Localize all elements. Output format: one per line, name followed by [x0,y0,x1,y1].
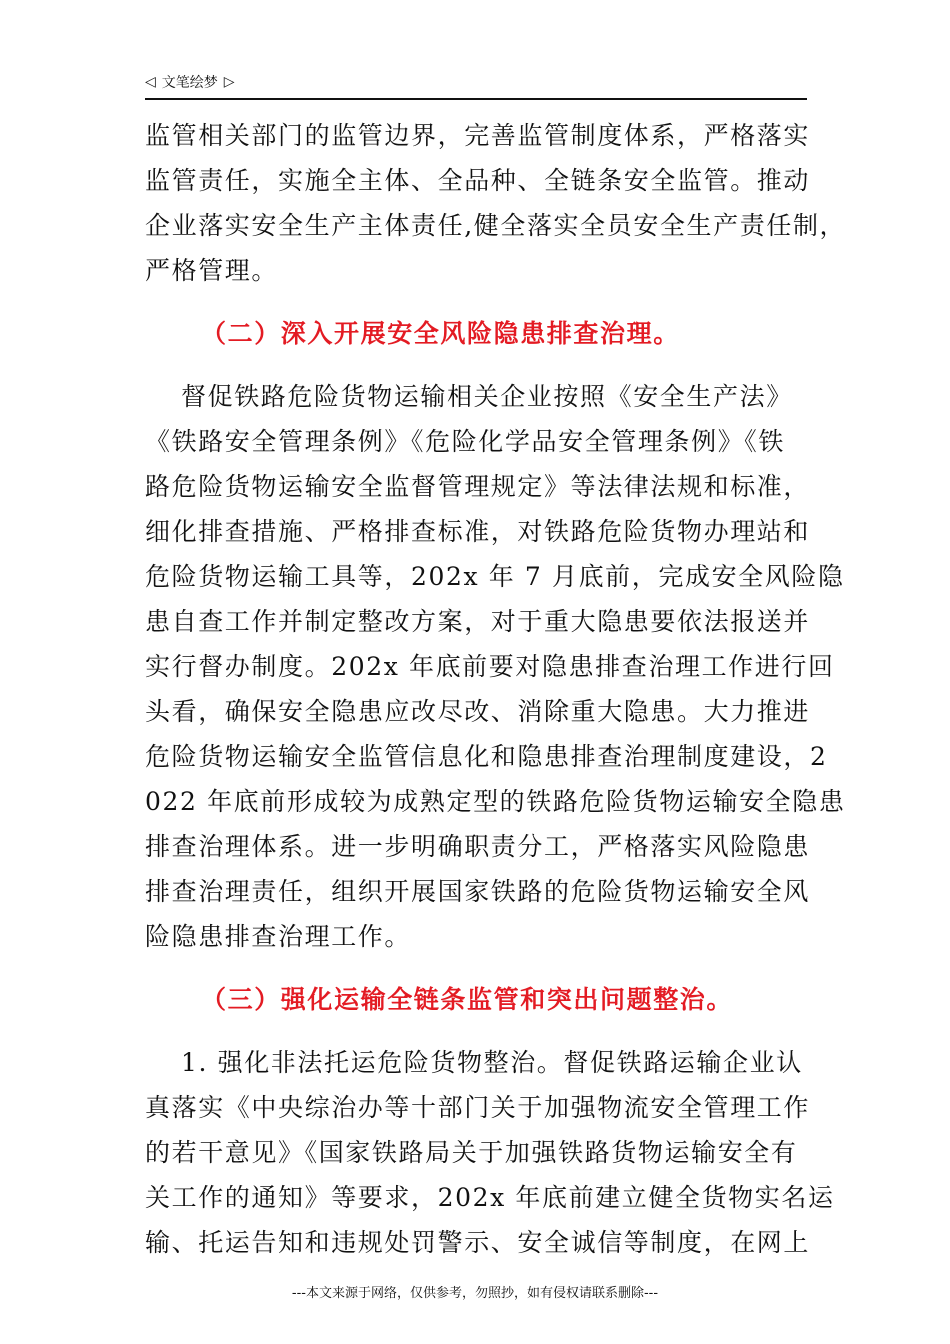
paragraph-line: 危险货物运输安全监管信息化和隐患排查治理制度建设，2 [145,742,828,771]
paragraph-line: 022 年底前形成较为成熟定型的铁路危险货物运输安全隐患 [145,787,846,816]
section-heading-2: （二）深入开展安全风险隐患排查治理。 [201,319,680,348]
paragraph-line: 督促铁路危险货物运输相关企业按照《安全生产法》 [181,382,793,411]
paragraph-line: 细化排查措施、严格排查标准，对铁路危险货物办理站和 [145,517,811,546]
paragraph-line: 真落实《中央综治办等十部门关于加强物流安全管理工作 [145,1093,811,1122]
document-body [145,113,847,1265]
paragraph-line: 监管责任，实施全主体、全品种、全链条安全监管。推动 [145,166,811,195]
paragraph-line: 排查治理责任，组织开展国家铁路的危险货物运输安全风 [145,877,811,906]
paragraph-line: 实行督办制度。202x 年底前要对隐患排查治理工作进行回 [145,652,835,681]
brand-label [145,72,235,92]
paragraph-line: 1. 强化非法托运危险货物整治。督促铁路运输企业认 [181,1048,803,1077]
brand-text: 文笔绘梦 [161,75,218,91]
paragraph-line: 监管相关部门的监管边界，完善监管制度体系，严格落实 [145,121,811,150]
page-header [145,72,807,100]
paragraph-line: 险隐患排查治理工作。 [145,922,412,951]
section-heading-3: （三）强化运输全链条监管和突出问题整治。 [201,985,734,1014]
paragraph-line: 危险货物运输工具等，202x 年 7 月底前，完成安全风险隐 [145,562,845,591]
paragraph-line: 头看，确保安全隐患应改尽改、消除重大隐患。大力推进 [145,697,811,726]
paragraph-line: 企业落实安全生产主体责任,健全落实全员安全生产责任制， [145,211,847,240]
paragraph-line: 的若干意见》《国家铁路局关于加强铁路货物运输安全有 [145,1138,798,1167]
paragraph-line: 输、托运告知和违规处罚警示、安全诚信等制度，在网上 [145,1228,811,1257]
paragraph-line: 关工作的通知》等要求，202x 年底前建立健全货物实名运 [145,1183,835,1212]
right-triangle-icon: ▷ [223,74,235,90]
paragraph-line: 《铁路安全管理条例》《危险化学品安全管理条例》《铁 [145,427,786,456]
left-triangle-icon: ◁ [145,74,156,90]
page-footer-notice: ---本文来源于网络，仅供参考，勿照抄，如有侵权请联系删除--- [291,1286,659,1301]
paragraph-line: 路危险货物运输安全监督管理规定》等法律法规和标准， [145,472,811,501]
paragraph-line: 排查治理体系。进一步明确职责分工，严格落实风险隐患 [145,832,811,861]
paragraph-line: 严格管理。 [145,256,279,285]
paragraph-line: 患自查工作并制定整改方案，对于重大隐患要依法报送并 [145,607,811,636]
